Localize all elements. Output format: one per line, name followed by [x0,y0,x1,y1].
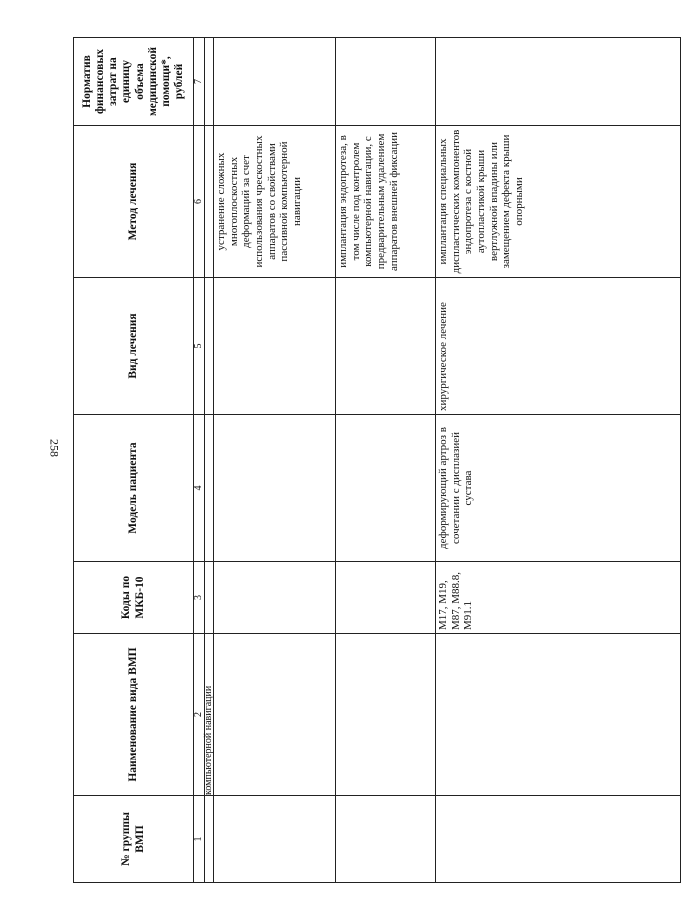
norm-cell [336,38,436,126]
treatment-type-cell [336,278,436,415]
codes-cell [336,562,436,634]
rotated-table-container [73,38,681,883]
norm-cell [436,38,681,126]
table-row [214,38,336,883]
header-treatment-type: Вид лечения [74,278,194,415]
continuation-cell [205,278,214,415]
continuation-cell [205,796,214,883]
continuation-cell [205,562,214,634]
name-cell [336,634,436,796]
column-number: 6 [194,126,205,278]
method-cell: имплантация специальных диспластических компонентов эндопротеза с костной аутопластикой крыши вертлужной впадины или замещением дефекта крыши опорными [436,126,681,278]
group-cell [336,796,436,883]
column-number: 2 [194,634,205,796]
group-cell [214,796,336,883]
column-number: 3 [194,562,205,634]
patient-model-cell [336,415,436,562]
continuation-cell [205,126,214,278]
table-row [436,38,681,883]
header-icd-codes: Коды по МКБ-10 [74,562,194,634]
header-vmp-name: Наименование вида ВМП [74,634,194,796]
column-number: 5 [194,278,205,415]
continuation-text: компьютерной навигации [205,634,214,796]
patient-model-cell: деформирующий артроз в сочетании с дисплазией сустава [436,415,681,562]
vmp-table [73,37,681,883]
codes-cell: M17, M19, M87, M88.8, M91.1 [436,562,681,634]
header-group-number: № группы ВМП [74,796,194,883]
group-cell [436,796,681,883]
column-number: 7 [194,38,205,126]
header-cost-norm: Норматив финансовых затрат на единицу объема медицинской помощи*, рублей [74,38,194,126]
patient-model-cell [214,415,336,562]
header-treatment-method: Метод лечения [74,126,194,278]
continuation-cell [205,415,214,562]
method-cell: устранение сложных многоплоскостных деформаций за счет использования чрескостных аппаратов со свойствами пассивной компьютерной навигации [214,126,336,278]
name-cell [214,634,336,796]
header-patient-model: Модель пациента [74,415,194,562]
norm-cell [214,38,336,126]
header-row [74,38,194,883]
codes-cell [214,562,336,634]
continuation-row [205,38,214,883]
continuation-cell [205,38,214,126]
page-number: 258 [47,439,62,457]
treatment-type-cell [214,278,336,415]
column-number: 4 [194,415,205,562]
method-cell: имплантация эндопротеза, в том числе под контролем компьютерной навигации, с предварительным удалением аппаратов внешней фиксации [336,126,436,278]
table-row [336,38,436,883]
treatment-type-cell: хирургическое лечение [436,278,681,415]
column-number: 1 [194,796,205,883]
name-cell [436,634,681,796]
